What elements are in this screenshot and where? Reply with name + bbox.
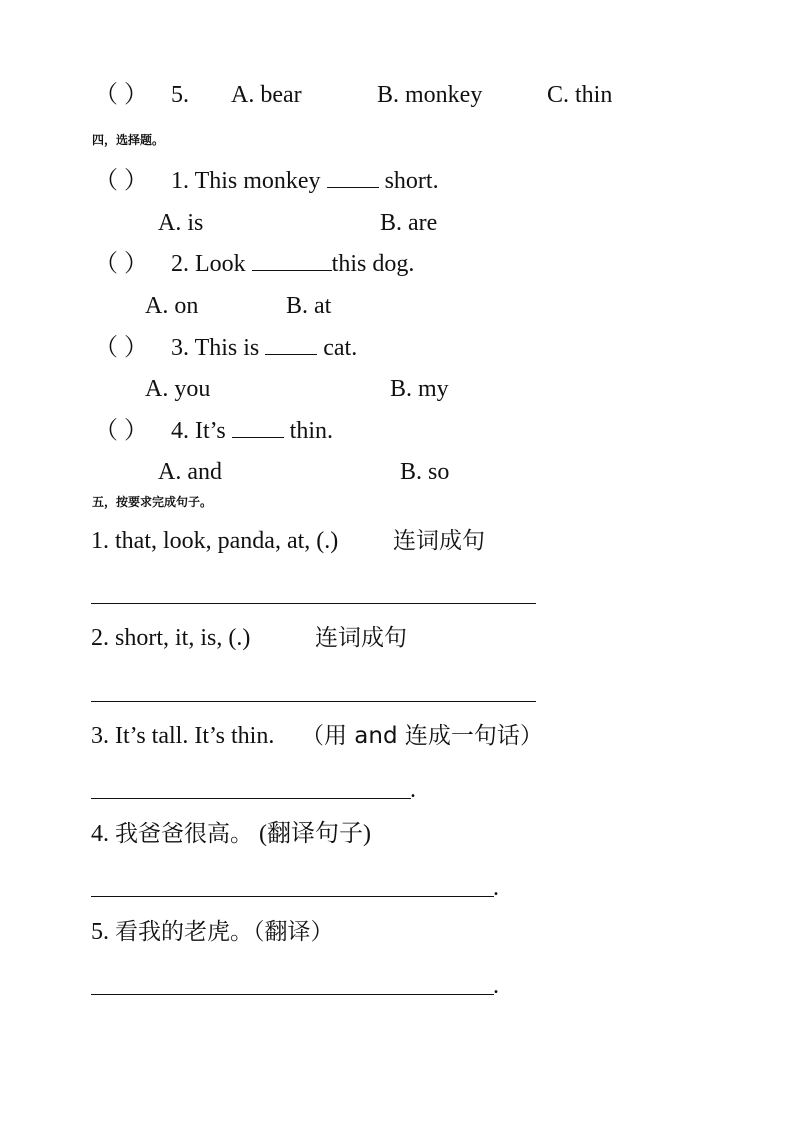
question-text xyxy=(171,417,333,445)
option-a: A. you xyxy=(145,376,211,402)
line-end-period: . xyxy=(493,875,499,901)
item-prompt: 2. short, it, is, (.) xyxy=(91,625,251,651)
answer-line[interactable] xyxy=(91,896,494,897)
question-text-before: 4. It’s xyxy=(171,418,232,444)
item-prompt: 1. that, look, panda, at, (.) xyxy=(91,528,339,554)
answer-line[interactable] xyxy=(91,603,536,604)
option-b: B. monkey xyxy=(377,82,483,108)
question-text-after: cat. xyxy=(317,335,358,361)
section4-heading: 四，选择题。 xyxy=(92,133,165,147)
item-prompt xyxy=(91,918,334,946)
item-instruction: (翻译句子) xyxy=(253,821,371,847)
option-b: B. are xyxy=(380,210,438,236)
item-instruction: （用 and 连成一句话） xyxy=(301,723,543,749)
fill-blank[interactable] xyxy=(265,334,317,355)
question-text-after: short. xyxy=(378,168,439,194)
option-b: B. my xyxy=(390,376,449,402)
answer-paren[interactable]: （ ） xyxy=(94,168,148,194)
item-chinese-sentence: 我爸爸很高。 xyxy=(115,821,253,847)
question-text-before: 3. This is xyxy=(171,335,266,361)
answer-line[interactable] xyxy=(91,798,411,799)
answer-paren[interactable]: （ ） xyxy=(94,335,148,361)
question-text-before: 2. Look xyxy=(171,251,252,277)
item-prompt xyxy=(91,820,371,848)
answer-line[interactable] xyxy=(91,994,494,995)
item-number: 5. xyxy=(91,919,115,945)
option-c: C. thin xyxy=(547,82,613,108)
section5-heading: 五，按要求完成句子。 xyxy=(92,495,213,509)
option-a: A. and xyxy=(158,459,222,485)
option-b: B. so xyxy=(400,459,450,485)
answer-line[interactable] xyxy=(91,701,536,702)
question-text-after: thin. xyxy=(283,418,334,444)
line-end-period: . xyxy=(410,777,416,803)
fill-blank[interactable] xyxy=(327,167,379,188)
item-prompt: 3. It’s tall. It’s thin. xyxy=(91,723,275,749)
answer-paren[interactable]: （ ） xyxy=(94,418,148,444)
line-end-period: . xyxy=(493,973,499,999)
question-text xyxy=(171,250,414,278)
option-b: B. at xyxy=(286,293,332,319)
question-text-after: this dog. xyxy=(331,251,415,277)
item-number: 4. xyxy=(91,821,115,847)
item-instruction: 连词成句 xyxy=(315,625,407,651)
question-number: 5. xyxy=(171,82,189,108)
option-a: A. on xyxy=(145,293,199,319)
fill-blank[interactable] xyxy=(252,250,332,271)
question-text xyxy=(171,167,439,195)
option-a: A. is xyxy=(158,210,204,236)
question-text xyxy=(171,334,357,362)
answer-paren[interactable]: （ ） xyxy=(94,251,148,277)
item-chinese-sentence: 看我的老虎。（翻译） xyxy=(115,919,334,945)
option-a: A. bear xyxy=(231,82,302,108)
answer-paren[interactable]: （ ） xyxy=(94,82,148,108)
fill-blank[interactable] xyxy=(232,417,284,438)
item-instruction: 连词成句 xyxy=(393,528,485,554)
question-text-before: 1. This monkey xyxy=(171,168,327,194)
